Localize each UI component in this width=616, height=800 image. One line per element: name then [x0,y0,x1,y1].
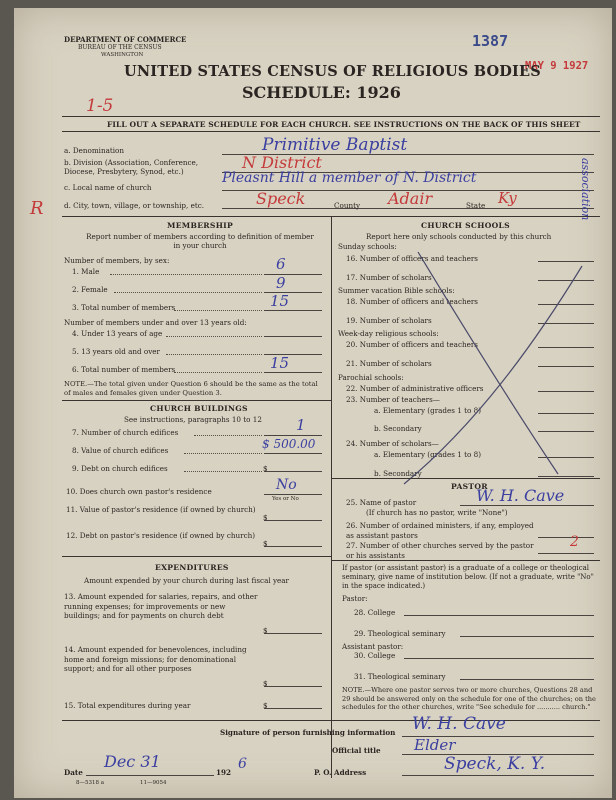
local-name-label: c. Local name of church [64,183,152,192]
bureau-label: BUREAU OF THE CENSUS [78,44,162,51]
q15-dollar: $ [263,701,268,710]
schools-intro: Report here only schools conducted by this church [366,232,552,241]
county-label: County [334,201,361,210]
parochial-label: Parochial schools: [338,373,404,382]
city-value: Speck [256,189,306,208]
age-intro-label: Number of members under and over 13 years old: [64,318,247,327]
state-value: Ky [498,189,517,207]
weekday-label: Week-day religious schools: [338,329,439,338]
q25-value: W. H. Cave [476,486,565,505]
census-schedule-form [14,8,612,798]
q17-label: 17. Number of scholars [346,273,432,282]
date-value: Dec 31 [104,752,161,771]
q4-label: 4. Under 13 years of age [72,329,163,338]
official-title-label: Official title [332,746,381,755]
city-label: WASHINGTON [101,52,144,58]
q3-value: 15 [270,292,290,310]
buildings-title: CHURCH BUILDINGS [150,404,248,413]
q23b-label: b. Secondary [374,424,422,433]
q10-label: 10. Does church own pastor's residence [66,487,212,496]
pastor-subhead: Pastor: [342,594,368,603]
denomination-value: Primitive Baptist [262,135,408,155]
q20-label: 20. Number of officers and teachers [346,340,478,349]
schedule-title: SCHEDULE: 1926 [242,83,401,102]
handwritten-mark: 1-5 [86,96,114,116]
assistant-subhead: Assistant pastor: [342,642,404,651]
membership-note: NOTE.—The total given under Question 6 should be the same as the total of males and females given under Question 3. [64,380,318,397]
expenditures-title: EXPENDITURES [155,563,229,572]
q2-label: 2. Female [72,285,108,294]
po-address-label: P. O. Address [314,768,367,777]
city-field-label: d. City, town, village, or township, etc. [64,201,205,210]
state-label: State [466,201,486,210]
q5-label: 5. 13 years old and over [72,347,160,356]
graduate-instructions: If pastor (or assistant pastor) is a graduate of a college or theological seminary, give name of institution below. (If not a graduate, write "No" in the space indicated.) [342,564,594,590]
pastor-title: PASTOR [451,482,488,491]
form-number-2: 11—9054 [140,780,167,786]
q11-label: 11. Value of pastor's residence (if owned by church) [66,505,256,514]
q9-label: 9. Debt on church edifices [72,464,168,473]
official-title-value: Elder [414,736,456,754]
year-value: 6 [238,756,247,772]
q8-label: 8. Value of church edifices [72,446,169,455]
q27-value: 2 [570,534,579,550]
q31-label: 31. Theological seminary [354,672,446,681]
expenditures-sub: Amount expended by your church during last fiscal year [84,576,289,585]
cross-out-mark [344,248,604,488]
q14-label: 14. Amount expended for benevolences, including home and foreign missions; for denominational support; and for all other purposes [64,645,247,674]
q19-label: 19. Number of scholars [346,316,432,325]
q12-dollar: $ [263,539,268,548]
stamp-number: 1387 [472,32,509,50]
q24a-label: a. Elementary (grades 1 to 8) [374,450,481,459]
q22-label: 22. Number of administrative officers [346,384,484,393]
sunday-label: Sunday schools: [338,242,397,251]
schools-title: CHURCH SCHOOLS [421,221,510,230]
yes-no-hint: Yes or No [272,496,299,502]
q11-dollar: $ [263,513,268,522]
q25-note: (If church has no pastor, write "None") [366,508,508,517]
q13-label: 13. Amount expended for salaries, repairs, and other running expenses; for improvements or new buildings; and for payments on church debt [64,592,258,621]
po-address-value: Speck, K. Y. [444,754,546,774]
q3-label: 3. Total number of members [72,303,176,312]
members-by-sex-label: Number of members, by sex: [64,256,170,265]
q2-value: 9 [276,274,286,292]
q1-label: 1. Male [72,267,100,276]
form-number: 8—5318 a [76,780,105,786]
q27-label: 27. Number of other churches served by the pastor or his assistants [346,541,534,560]
year-prefix: 192 [216,768,232,777]
side-note: association [579,158,592,221]
margin-mark: R [30,198,44,219]
q1-value: 6 [276,255,286,273]
q6-value: 15 [270,354,290,372]
q12-label: 12. Debt on pastor's residence (if owned by church) [66,531,256,540]
q9-dollar: $ [263,464,268,473]
q30-label: 30. College [354,651,396,660]
department-label: DEPARTMENT OF COMMERCE [64,35,187,44]
signature-value: W. H. Cave [412,714,506,734]
pastor-note: NOTE.—Where one pastor serves two or more churches, Questions 28 and 29 should be answered only on the schedule for one of the churches; on the schedules for the other churches, write "See schedule for ........... church." [342,686,596,711]
q15-label: 15. Total expenditures during year [64,701,191,710]
q25-label: 25. Name of pastor [346,498,417,507]
county-value: Adair [388,189,433,208]
buildings-sub: See instructions, paragraphs 10 to 12 [124,415,262,424]
q10-value: No [276,477,297,493]
membership-intro: Report number of members according to definition of member in your church [86,232,314,250]
denomination-label: a. Denomination [64,146,124,155]
q7-value: 1 [296,416,306,434]
date-label: Date [64,768,83,777]
instructions: FILL OUT A SEPARATE SCHEDULE FOR EACH CHURCH. SEE INSTRUCTIONS ON THE BACK OF THIS SHEET [107,120,581,129]
membership-title: MEMBERSHIP [167,221,234,230]
q8-value: $ 500.00 [262,437,316,451]
division-label: b. Division (Association, Conference, Diocese, Presbytery, Synod, etc.) [64,158,199,176]
q28-label: 28. College [354,608,396,617]
q14-dollar: $ [263,679,268,688]
q23-label: 23. Number of teachers— [346,395,440,404]
q7-label: 7. Number of church edifices [72,428,179,437]
q18-label: 18. Number of officers and teachers [346,297,478,306]
q24-label: 24. Number of scholars— [346,439,439,448]
q24b-label: b. Secondary [374,469,422,478]
form-title: UNITED STATES CENSUS OF RELIGIOUS BODIES [124,63,541,80]
q29-label: 29. Theological seminary [354,629,446,638]
stamp-date: MAY 9 1927 [525,60,589,72]
local-name-value: Pleasnt Hill a member of N. District [222,170,477,186]
q26-label: 26. Number of ordained ministers, if any, employed as assistant pastors [346,521,534,540]
summer-label: Summer vacation Bible schools: [338,286,455,295]
q6-label: 6. Total number of members [72,365,176,374]
q16-label: 16. Number of officers and teachers [346,254,478,263]
q13-dollar: $ [263,626,268,635]
signature-label: Signature of person furnishing information [220,728,396,737]
q23a-label: a. Elementary (grades 1 to 8) [374,406,481,415]
q21-label: 21. Number of scholars [346,359,432,368]
division-value: N District [242,153,322,172]
